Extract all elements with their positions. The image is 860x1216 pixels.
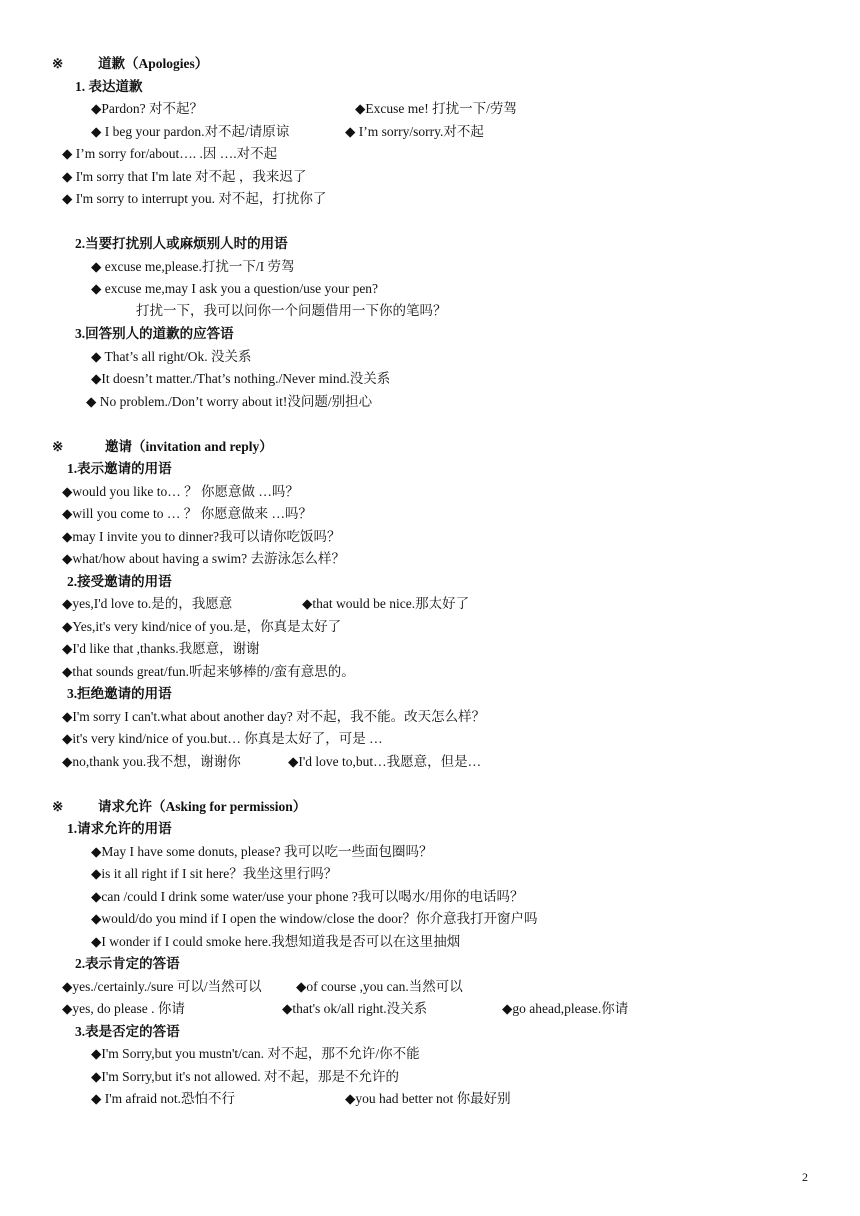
list-item: ◆I'm sorry I can't.what about another day? 对不起，我不能。改天怎么样？ [62,709,486,724]
list-item: ◆I'm Sorry,but you mustn't/can. 对不起，那不允许/你不能 [91,1046,420,1061]
group-heading: 3.回答别人的道歉的应答语 [75,326,234,341]
group-heading: 2.表示肯定的答语 [75,956,180,971]
list-item: ◆would you like to… ？ 你愿意做 …吗？ [62,484,299,499]
page-number: 2 [802,1170,808,1184]
list-item: ◆may I invite you to dinner?我可以请你吃饭吗？ [62,529,341,544]
list-item: ◆what/how about having a swim? 去游泳怎么样？ [62,551,345,566]
section-mark: ※ [52,56,64,71]
group-heading: 2.当要打扰别人或麻烦别人时的用语 [75,236,288,251]
group-heading: 1.表示邀请的用语 [67,461,172,476]
section-title: 邀请（invitation and reply） [105,439,273,454]
list-item: ◆that would be nice.那太好了 [302,596,470,611]
list-item: ◆Excuse me! 打扰一下/劳驾 [355,101,517,116]
list-item: ◆of course ,you can.当然可以 [296,979,463,994]
group-heading: 3.拒绝邀请的用语 [67,686,172,701]
list-item: 打扰一下，我可以问你一个问题借用一下你的笔吗？ [136,303,447,318]
list-item: ◆I wonder if I could smoke here.我想知道我是否可以在这里抽烟 [91,934,461,949]
list-item: ◆ excuse me,please.打扰一下/I 劳驾 [91,259,295,274]
list-item: ◆ I'm sorry to interrupt you. 对不起，打扰你了 [62,191,327,206]
list-item: ◆you had better not 你最好别 [345,1091,511,1106]
group-heading: 1. 表达道歉 [75,79,143,94]
section-mark: ※ [52,799,64,814]
list-item: ◆it's very kind/nice of you.but… 你真是太好了，可是 … [62,731,383,746]
list-item: ◆ I'm sorry that I'm late 对不起 ，我来迟了 [62,169,307,184]
section-title: 请求允许（Asking for permission） [98,799,307,814]
list-item: ◆go ahead,please.你请 [502,1001,629,1016]
list-item: ◆Yes,it's very kind/nice of you.是，你真是太好了 [62,619,342,634]
section-mark: ※ [52,439,64,454]
list-item: ◆yes./certainly./sure 可以/当然可以 [62,979,262,994]
list-item: ◆ excuse me,may I ask you a question/use your pen? [91,281,379,296]
list-item: ◆will you come to … ？ 你愿意做来 …吗？ [62,506,312,521]
list-item: ◆yes, do please . 你请 [62,1001,185,1016]
list-item: ◆Pardon? 对不起？ [91,101,203,116]
list-item: ◆ I'm afraid not.恐怕不行 [91,1091,236,1106]
list-item: ◆that's ok/all right.没关系 [282,1001,428,1016]
list-item: ◆ I’m sorry/sorry.对不起 [345,124,484,139]
list-item: ◆yes,I'd love to.是的，我愿意 [62,596,233,611]
list-item: ◆can /could I drink some water/use your phone ?我可以喝水/用你的电话吗？ [91,889,524,904]
group-heading: 2.接受邀请的用语 [67,574,172,589]
list-item: ◆May I have some donuts, please? 我可以吃一些面包圈吗？ [91,844,433,859]
list-item: ◆I'm Sorry,but it's not allowed. 对不起，那是不允许的 [91,1069,399,1084]
list-item: ◆ I beg your pardon.对不起/请原谅 [91,124,290,139]
list-item: ◆ That’s all right/Ok. 没关系 [91,349,252,364]
list-item: ◆no,thank you.我不想，谢谢你 [62,754,241,769]
list-item: ◆ I’m sorry for/about…. .因 ….对不起 [62,146,278,161]
list-item: ◆would/do you mind if I open the window/close the door？你介意我打开窗户吗 [91,911,538,926]
list-item: ◆It doesn’t matter./That’s nothing./Never mind.没关系 [91,371,391,386]
list-item: ◆I'd love to,but…我愿意，但是… [288,754,482,769]
section-title: 道歉（Apologies） [98,56,209,71]
group-heading: 1.请求允许的用语 [67,821,172,836]
list-item: ◆that sounds great/fun.听起来够棒的/蛮有意思的。 [62,664,355,679]
list-item: ◆ No problem./Don’t worry about it!没问题/别担心 [86,394,373,409]
list-item: ◆is it all right if I sit here？我坐这里行吗？ [91,866,338,881]
list-item: ◆I'd like that ,thanks.我愿意，谢谢 [62,641,260,656]
group-heading: 3.表是否定的答语 [75,1024,180,1039]
